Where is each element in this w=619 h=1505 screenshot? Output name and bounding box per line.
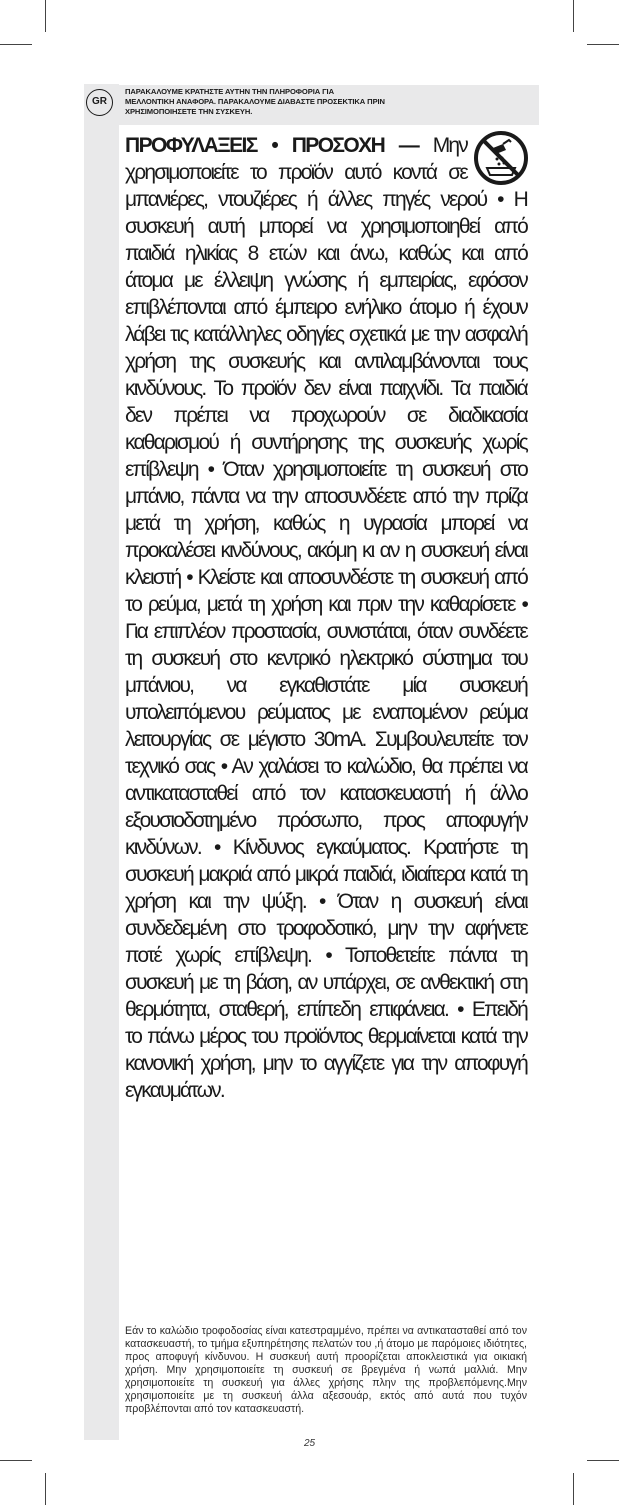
crop-mark xyxy=(573,0,574,32)
safety-header xyxy=(119,85,539,125)
warning-text xyxy=(125,132,527,1104)
header-line-1: ΠΑΡΑΚΑΛΟΥΜΕ ΚΡΑΤΗΣΤΕ ΑΥΤΗΝ ΤΗΝ ΠΛΗΡΟΦΟΡΙΑ ΓΙΑ xyxy=(125,87,334,96)
language-badge: GR xyxy=(86,89,113,116)
warning-title: ΠΡΟΦΥΛΑΞΕΙΣ • ΠΡΟΣΟΧΗ — xyxy=(125,134,433,157)
crop-mark xyxy=(0,44,32,45)
warning-body: Μην χρησιμοποιείτε το προϊόν αυτό κοντά σε μπανιέρες, ντουζιέρες ή άλλες πηγές νερού • Η συσκευή αυτή μπορεί να χρησιμοποιηθεί από παιδιά ηλικίας 8 ετών και άνω, καθώς και από άτομα με έλλειψη γνώσης ή εμπειρίας, εφόσον επιβλέπονται από έμπειρο ενήλικο άτομο ή έχουν λάβει τις κατάλληλες οδηγίες σχετικά με την ασφαλή χρήση της συσκευής και αντιλαμβάνονται τους κινδύνους. Το προϊόν δεν είναι παιχνίδι. Τα παιδιά δεν πρέπει να προχωρούν σε διαδικασία καθαρισμού ή συντήρησης της συσκευής χωρίς επίβλεψη • Όταν χρησιμοποιείτε τη συσκευή στο μπάνιο, πάντα να την αποσυνδέετε από την πρίζα μετά τη χρήση, καθώς η υγρασία μπορεί να προκαλέσει κινδύνους, ακόμη κι αν η συσκευή είναι κλειστή • Κλείστε και αποσυνδέστε τη συσκευή από το ρεύμα, μετά τη χρήση και πριν την καθαρίσετε • Για επιπλέον προστασία, συνιστάται, όταν συνδέετε τη συσκευή στο κεντρικό ηλεκτρικό σύστημα του μπάνιου, να εγκαθιστάτε μία συσκευή υπολειπόμενου ρεύματος με εναπομένον ρεύμα λειτουργίας σε μέγιστο 30mA. Συμβουλευτείτε τον τεχνικό σας • Αν χαλάσει το καλώδιο, θα πρέπει να αντικατασταθεί από τον κατασκευαστή ή άλλο εξουσιοδοτημένο πρόσωπο, προς αποφυγήν κινδύνων. • Κίνδυνος εγκαύματος. Κρατήστε τη συσκευή μακριά από μικρά παιδιά, ιδιαίτερα κατά τη χρήση και την ψύξη. • Όταν η συσκευή είναι συνδεδεμένη στο τροφοδοτικό, μην την αφήνετε ποτέ χωρίς επίβλεψη. • Τοποθετείτε πάντα τη συσκευή με τη βάση, αν υπάρχει, σε ανθεκτική στη θερμότητα, σταθερή, επίπεδη επιφάνεια. • Επειδή το πάνω μέρος του προϊόντος θερμαίνεται κατά την κανονική χρήση, μην το αγγίζετε για την αποφυγή εγκαυμάτων. xyxy=(125,134,527,1102)
crop-mark xyxy=(45,1473,46,1505)
header-line-3: ΧΡΗΣΙΜΟΠΟΙΗΣΕΤΕ ΤΗΝ ΣΥΣΚΕΥΗ. xyxy=(125,107,253,116)
crop-mark xyxy=(45,0,46,32)
header-line-2: ΜΕΛΛΟΝΤΙΚΗ ΑΝΑΦΟΡΑ. ΠΑΡΑΚΑΛΟΥΜΕ ΔΙΑΒΑΣΤΕ ΠΡΟΣΕΚΤΙΚΑ ΠΡΙΝ xyxy=(125,97,385,106)
crop-mark xyxy=(573,1473,574,1505)
language-sidebar xyxy=(84,84,119,1440)
no-water-icon xyxy=(473,130,529,186)
footnote: Εάν το καλώδιο τροφοδοσίας είναι κατεστραμμένο, πρέπει να αντικατασταθεί από τον κατασκευαστή, το τμήμα εξυπηρέτησης πελατών του ,ή άτομο με παρόμοιες ιδιότητες, προς αποφυγή κίνδυνου. Η συσκευή αυτή προορίζεται αποκλειστικά για οικιακή χρήση. Μην χρησιμοποιείτε τη συσκευή σε βρεγμένα ή νωπά μαλλιά. Μην χρησιμοποιείτε τη συσκευή για άλλες χρήσης πλην της προβλεπόμενης.Μην χρησιμοποιείτε με τη συσκευή άλλα αξεσουάρ, εκτός από αυτά που τυχόν προβλέπονται από τον κατασκευαστή. xyxy=(125,1325,527,1415)
page-number: 25 xyxy=(303,1438,316,1449)
crop-mark xyxy=(0,1460,32,1461)
crop-mark xyxy=(587,44,619,45)
crop-mark xyxy=(587,1460,619,1461)
